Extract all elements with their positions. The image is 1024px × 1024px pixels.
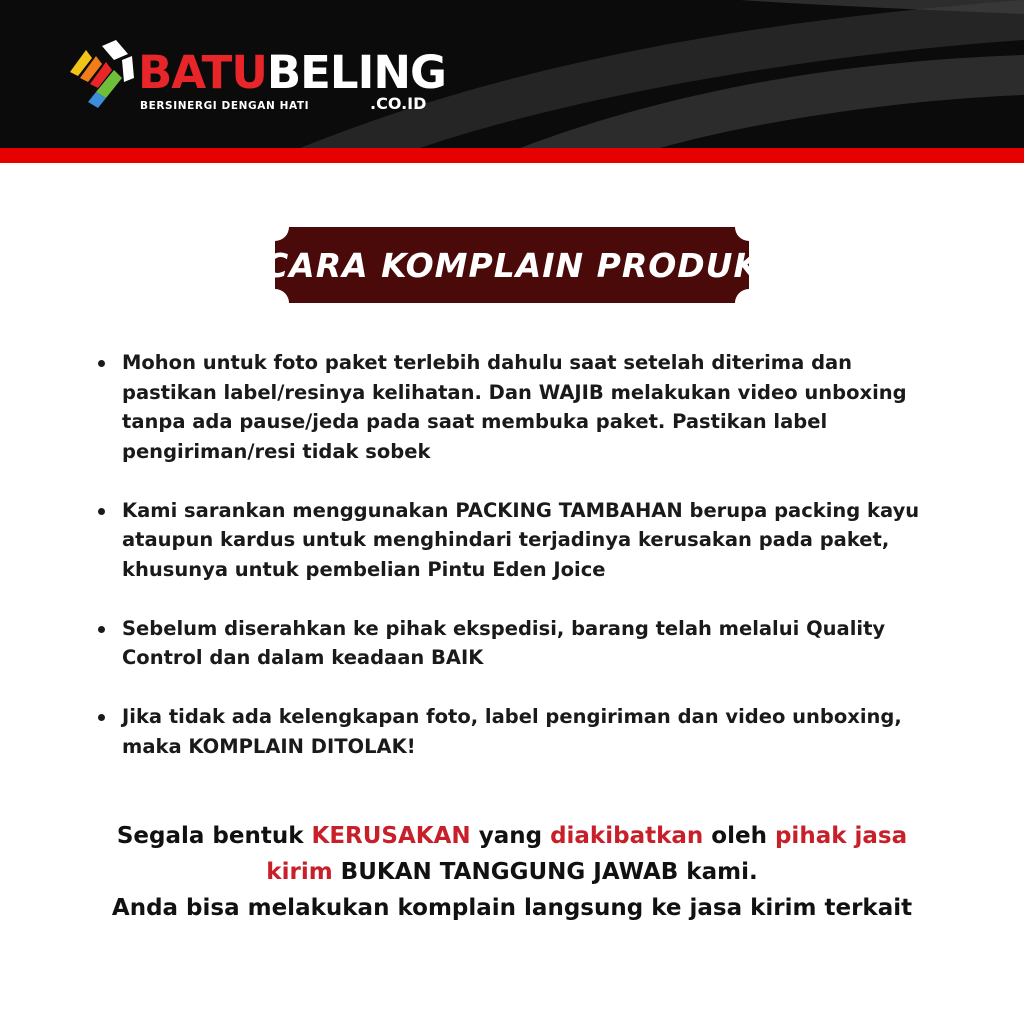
list-item-text: Kami sarankan menggunakan PACKING TAMBAHAN berupa packing kayu ataupun kardus untuk menghindari terjadinya kerusakan pada paket, khusunya untuk pembelian Pintu Eden Joice <box>122 498 920 581</box>
disclaimer-text: BUKAN TANGGUNG JAWAB kami. <box>332 859 758 885</box>
brand-tagline: BERSINERGI DENGAN HATI <box>140 100 310 112</box>
brand-part-beling: BELING <box>266 46 446 99</box>
highlight-pihak-jasa-kirim: pihak jasa kirim <box>266 823 908 885</box>
disclaimer-text: Segala bentuk <box>116 823 312 849</box>
list-item-text: Mohon untuk foto paket terlebih dahulu saat setelah diterima dan pastikan label/resinya kelihatan. Dan WAJIB melakukan video unboxing tanpa ada pause/jeda pada saat membuka paket. Pastikan label pengiriman/resi tidak sobek <box>122 351 907 463</box>
brand-domain-suffix: .CO.ID <box>370 94 427 113</box>
header-red-stripe <box>0 148 1024 163</box>
list-item-text: Sebelum diserahkan ke pihak ekspedisi, barang telah melalui Quality Control dan dalam keadaan BAIK <box>122 616 886 669</box>
disclaimer-text: oleh <box>703 823 775 849</box>
list-item <box>96 702 946 761</box>
logo-mark-icon <box>66 38 136 110</box>
disclaimer-text: yang <box>470 823 551 849</box>
bullet-dot-icon <box>98 360 105 367</box>
list-item-text: Jika tidak ada kelengkapan foto, label pengiriman dan video unboxing, maka KOMPLAIN DITOLAK! <box>122 705 902 758</box>
bullet-dot-icon <box>98 714 105 721</box>
highlight-kerusakan: KERUSAKAN <box>311 823 471 849</box>
disclaimer-line-1 <box>96 818 928 890</box>
bullet-dot-icon <box>98 508 105 515</box>
disclaimer-statement <box>96 818 928 926</box>
list-item <box>96 348 946 466</box>
disclaimer-line-2: Anda bisa melakukan komplain langsung ke jasa kirim terkait <box>111 895 913 921</box>
list-item <box>96 614 946 673</box>
brand-part-batu: BATU <box>138 46 267 99</box>
brand-wordmark <box>138 46 446 100</box>
bullet-dot-icon <box>98 626 105 633</box>
highlight-diakibatkan: diakibatkan <box>550 823 704 849</box>
complaint-rules-list <box>96 348 946 791</box>
list-item <box>96 496 946 585</box>
page-title: CARA KOMPLAIN PRODUK <box>263 245 761 285</box>
